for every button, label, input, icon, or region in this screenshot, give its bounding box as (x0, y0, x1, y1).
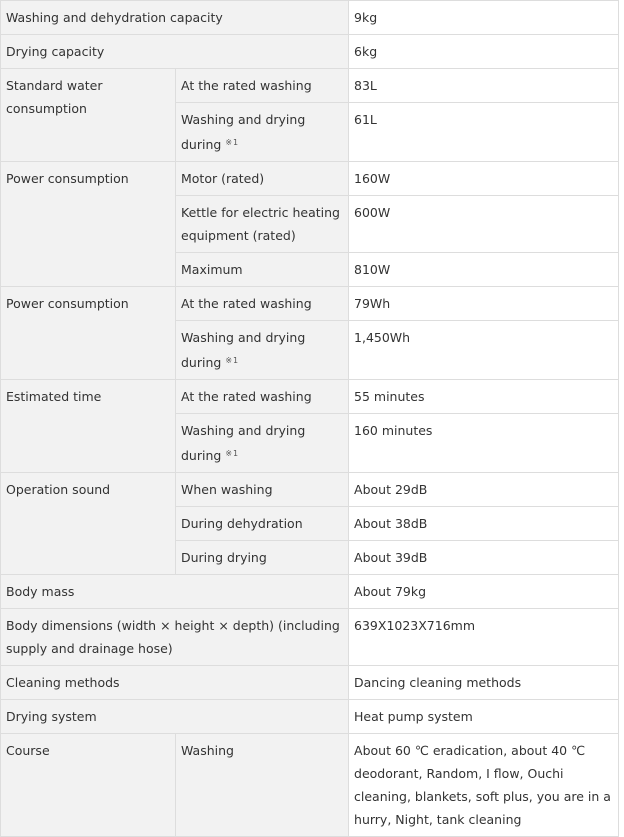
table-row (1, 287, 619, 321)
spec-label: Cleaning methods (1, 666, 349, 700)
table-row (1, 1, 619, 35)
spec-value: Dancing cleaning methods (349, 666, 619, 700)
spec-label: Drying capacity (1, 35, 349, 69)
table-row (1, 162, 619, 196)
spec-sub-label-text: Washing and drying during (181, 423, 306, 463)
spec-group-label: Power consumption (1, 162, 176, 287)
spec-value: About 79kg (349, 575, 619, 609)
table-row (1, 734, 619, 837)
spec-label: Body mass (1, 575, 349, 609)
spec-sub-label: At the rated washing (176, 380, 349, 414)
spec-value: Heat pump system (349, 700, 619, 734)
spec-label: Body dimensions (width × height × depth) (including supply and drainage hose) (1, 609, 349, 666)
spec-sub-label: During dehydration (176, 507, 349, 541)
table-row (1, 380, 619, 414)
table-row (1, 473, 619, 507)
spec-sub-label (176, 321, 349, 380)
spec-sub-label (176, 414, 349, 473)
spec-group-label: Standard water consumption (1, 69, 176, 162)
spec-value: 9kg (349, 1, 619, 35)
spec-value: 1,450Wh (349, 321, 619, 380)
spec-value: 810W (349, 253, 619, 287)
spec-value: About 60 ℃ eradication, about 40 ℃ deodorant, Random, I flow, Ouchi cleaning, blankets, soft plus, you are in a hurry, Night, tank cleaning (349, 734, 619, 837)
spec-sub-label-text: Washing and drying during (181, 112, 306, 152)
spec-value: 6kg (349, 35, 619, 69)
table-row (1, 666, 619, 700)
spec-value: 61L (349, 103, 619, 162)
spec-value: 160 minutes (349, 414, 619, 473)
spec-value: 639X1023X716mm (349, 609, 619, 666)
table-row (1, 69, 619, 103)
footnote-mark: ※1 (225, 138, 240, 147)
spec-sub-label: When washing (176, 473, 349, 507)
table-row (1, 700, 619, 734)
spec-label: Washing and dehydration capacity (1, 1, 349, 35)
spec-value: 55 minutes (349, 380, 619, 414)
spec-value: About 38dB (349, 507, 619, 541)
spec-group-label: Estimated time (1, 380, 176, 473)
spec-sub-label: Maximum (176, 253, 349, 287)
spec-sub-label: At the rated washing (176, 69, 349, 103)
spec-sub-label-text: Washing and drying during (181, 330, 306, 370)
spec-value: About 29dB (349, 473, 619, 507)
footnote-mark: ※1 (225, 356, 240, 365)
spec-group-label: Power consumption (1, 287, 176, 380)
spec-group-label: Course (1, 734, 176, 837)
table-row (1, 609, 619, 666)
table-row (1, 35, 619, 69)
spec-sub-label: Washing (176, 734, 349, 837)
spec-value: About 39dB (349, 541, 619, 575)
spec-value: 83L (349, 69, 619, 103)
spec-group-label: Operation sound (1, 473, 176, 575)
spec-value: 79Wh (349, 287, 619, 321)
spec-label: Drying system (1, 700, 349, 734)
spec-sub-label (176, 103, 349, 162)
spec-value: 600W (349, 196, 619, 253)
spec-sub-label: At the rated washing (176, 287, 349, 321)
spec-sub-label: During drying (176, 541, 349, 575)
spec-value: 160W (349, 162, 619, 196)
spec-sub-label: Kettle for electric heating equipment (rated) (176, 196, 349, 253)
footnote-mark: ※1 (225, 449, 240, 458)
table-row (1, 575, 619, 609)
spec-sub-label: Motor (rated) (176, 162, 349, 196)
